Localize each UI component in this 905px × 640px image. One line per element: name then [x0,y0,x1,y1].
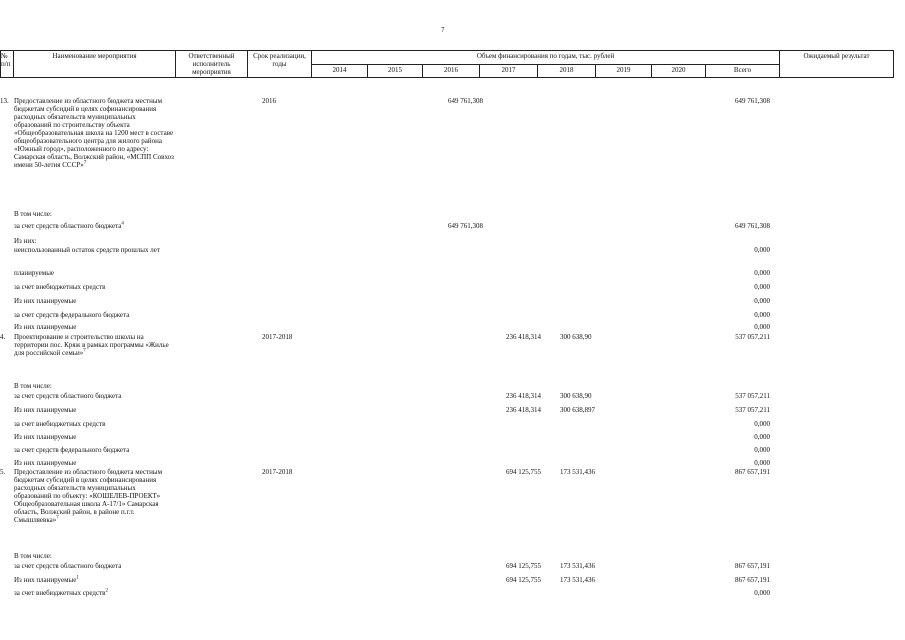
row-name [14,562,174,570]
row-total-value: 537 057,211 [735,392,770,400]
row-name [14,333,174,357]
row-total-value: 649 761,308 [735,97,770,105]
footnote-mark: 7 [83,160,87,166]
header-year: 2017 [480,64,538,78]
row-total-value: 0,000 [754,269,770,277]
row-2016-value: 649 761,308 [448,222,483,230]
row-name [14,459,174,467]
header-name: Наименование мероприятия [14,51,176,78]
row-total-value: 0,000 [754,311,770,319]
row-name [14,446,174,454]
row-name-text: Из них планируемые [14,297,77,305]
row-name-text: за счет внебюджетных средств [14,420,106,428]
header-year: 2014 [312,64,368,78]
row-name [14,269,174,277]
footnote-mark: 7 [83,348,86,354]
row-2017-value: 694 125,755 [506,562,541,570]
row-name-text: В том числе: [14,552,52,560]
row-name [14,97,174,169]
row-2018-value: 173 531,436 [560,562,595,570]
row-name-text: за счет средств областного бюджета [14,392,122,400]
header-total: Всего [706,64,780,78]
row-2017-value: 694 125,755 [506,576,541,584]
row-name [14,222,174,230]
row-name-text: Из них планируемые [14,433,77,441]
header-responsible: Ответственный исполнитель мероприятия [176,51,248,78]
row-name [14,392,174,400]
row-name-text: В том числе: [14,210,52,218]
row-name [14,237,174,245]
footnote-mark: 4 [121,221,124,227]
row-total-value: 0,000 [754,297,770,305]
row-name [14,382,174,390]
row-2018-value: 300 638,90 [560,333,592,341]
header-year: 2015 [368,64,423,78]
row-total-value: 0,000 [754,323,770,331]
row-2018-value: 173 531,436 [560,576,595,584]
row-name-text: за счет средств федерального бюджета [14,446,130,454]
row-name [14,420,174,428]
row-total-value: 867 657,191 [735,562,770,570]
row-name-text: за счет средств федерального бюджета [14,311,130,319]
row-name [14,297,174,305]
row-term: 2016 [262,97,276,105]
row-name [14,311,174,319]
row-name [14,210,174,218]
header-term: Срок реализации, годы [248,51,312,78]
row-total-value: 649 761,308 [735,222,770,230]
row-2016-value: 649 761,308 [448,97,483,105]
row-name [14,406,174,414]
header-year: 2018 [538,64,596,78]
header-num: № п/п [1,51,14,78]
row-2017-value: 236 418,314 [506,392,541,400]
row-name-text: за счет внебюджетных средств [14,589,106,597]
header-year: 2019 [596,64,652,78]
row-name-text: планируемые [14,269,55,277]
row-name [14,246,174,254]
row-total-value: 0,000 [754,589,770,597]
row-total-value: 0,000 [754,246,770,254]
row-name [14,433,174,441]
header-year: 2020 [652,64,706,78]
row-total-value: 537 057,211 [735,406,770,414]
row-2017-value: 236 418,314 [506,406,541,414]
row-name-text: за счет внебюджетных средств [14,283,106,291]
row-total-value: 0,000 [754,446,770,454]
row-term: 2017-2018 [262,468,293,476]
row-2018-value: 173 531,436 [560,468,595,476]
row-total-value: 0,000 [754,459,770,467]
row-number: 4. [0,333,6,341]
row-total-value: 0,000 [754,283,770,291]
table-header [0,50,894,78]
table-body [0,94,905,640]
row-2018-value: 300 638,90 [560,392,592,400]
row-number: 13. [0,97,9,105]
row-2017-value: 236 418,314 [506,333,541,341]
footnote-mark: 1 [76,575,79,581]
row-number: 5. [0,468,6,476]
row-name-text: В том числе: [14,382,52,390]
row-name-text: Из них планируемые [14,406,77,414]
row-name-text: за счет средств областного бюджета [14,222,122,230]
row-name [14,323,174,331]
row-name-text: Из них планируемые [14,576,77,584]
row-total-value: 867 657,191 [735,468,770,476]
row-term: 2017-2018 [262,333,293,341]
row-name [14,283,174,291]
row-total-value: 867 657,191 [735,576,770,584]
row-name-text: Из них: [14,237,37,245]
row-name-text: Из них планируемые [14,323,77,331]
row-name-text: Из них планируемые [14,459,77,467]
footnote-mark: 2 [105,588,108,594]
row-name [14,576,174,584]
row-2017-value: 694 125,755 [506,468,541,476]
row-total-value: 537 057,211 [735,333,770,341]
row-name-text: Проектирование и строительство школы на территории пос. Кряж в рамках программы «Жилье для российской семьи» [14,333,169,357]
row-total-value: 0,000 [754,433,770,441]
row-2018-value: 300 638,897 [560,406,595,414]
row-name-text: Предоставление из областного бюджета местным бюджетам субсидий в целях софинансирования расходных обязательств муниципальных образований по строительству объекта «Общеобразовательная школа на 1200 мест в составе общеобразовательного центра для жилого района «Южный город», расположенного по адресу: Самарская область, Волжский район, «МСПП Совхоз имени 50-летия СССР» [14,97,174,169]
row-name [14,468,174,524]
row-name-text: неиспользованный остаток средств прошлых лет [14,246,160,254]
header-financing: Объем финансирования по годам, тыс. рублей [312,51,780,65]
row-total-value: 0,000 [754,420,770,428]
footnote-mark: 7 [56,515,59,521]
page-number: 7 [441,26,445,34]
row-name [14,552,174,560]
row-name-text: Предоставление из областного бюджета местным бюджетам субсидий в целях софинансирования расходных обязательств муниципальных образований по объекту: «КОШЕЛЕВ-ПРОЕКТ» Общеобразовательная школа А-17/1» Самарская область, Волжский район, в районе п.г.т. Смышляевка» [14,468,163,524]
header-result: Ожидаемый результат [780,51,894,78]
header-year: 2016 [423,64,480,78]
row-name-text: за счет средств областного бюджета [14,562,122,570]
row-name [14,589,174,597]
